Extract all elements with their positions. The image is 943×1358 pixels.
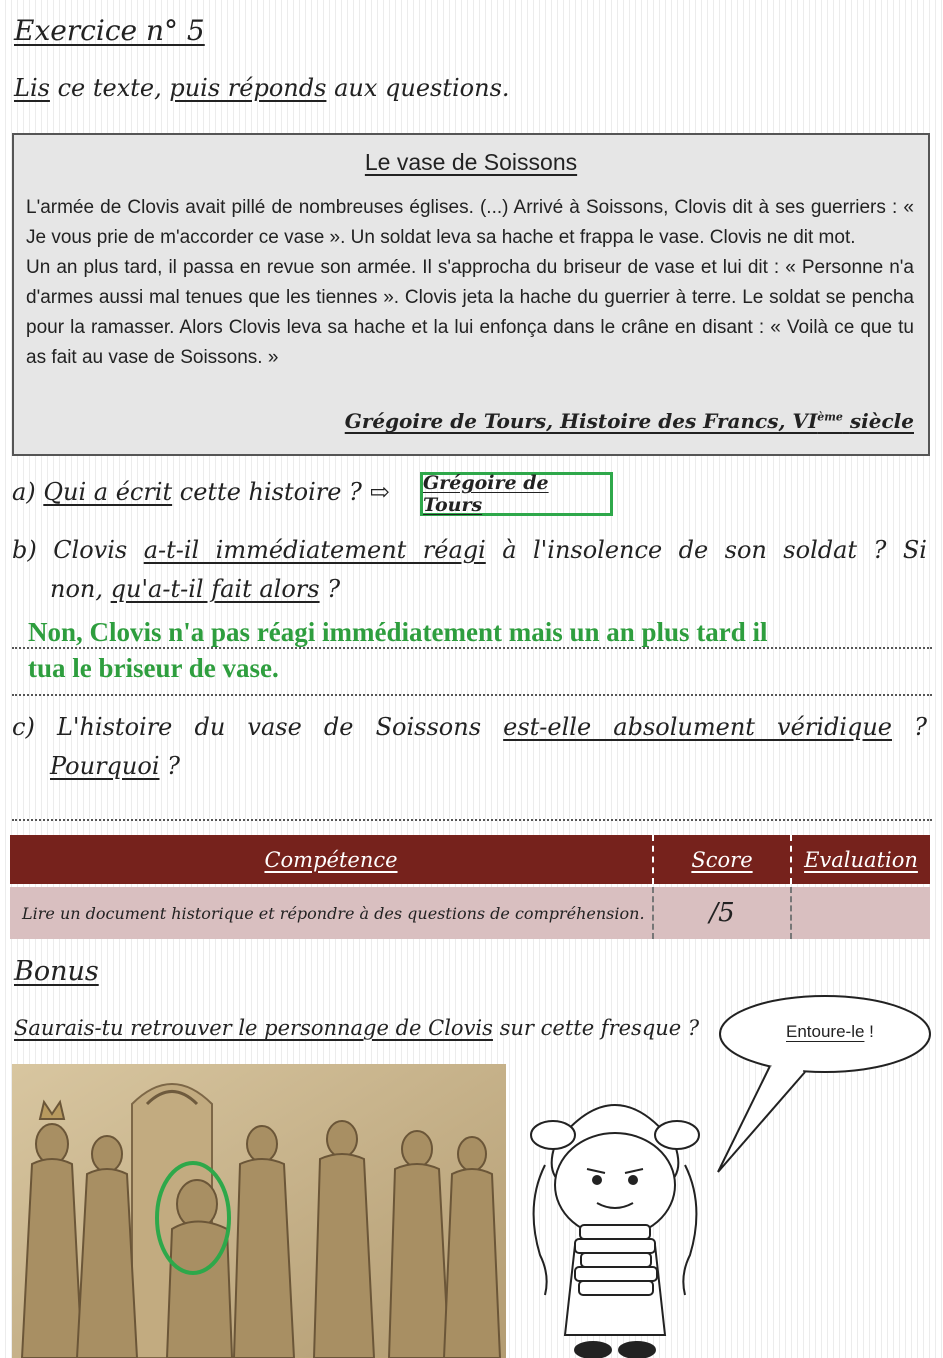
- header-separator-1: [652, 835, 654, 884]
- question-c-line2-underlined: Pourquoi: [50, 752, 160, 780]
- answer-line-3: [12, 819, 932, 821]
- fresco-image: [12, 1064, 506, 1358]
- source-main: Grégoire de Tours, Histoire des Francs, VI: [344, 409, 818, 433]
- competence-table: [10, 835, 930, 939]
- bonus-title-text: Bonus: [14, 956, 99, 987]
- table-header-row: [10, 835, 930, 884]
- bonus-question-end: sur cette fresque ?: [499, 1016, 700, 1040]
- question-c-end: ?: [914, 713, 928, 741]
- passage-title: Le vase de Soissons: [364, 149, 578, 175]
- speech-bubble-icon: [700, 992, 935, 1182]
- bonus-question-underlined: Saurais-tu retrouver le personnage de Clovis: [14, 1016, 493, 1040]
- exercise-title: [14, 14, 205, 47]
- table-row: [10, 887, 930, 939]
- bonus-title: [14, 956, 99, 987]
- girl-with-books-illustration: [515, 1075, 715, 1358]
- question-c-start: L'histoire du vase de Soissons: [56, 713, 482, 741]
- answer-b-line-2: tua le briseur de vase.: [28, 653, 279, 683]
- question-c-line2-end: ?: [167, 752, 181, 780]
- passage-source: [345, 409, 914, 433]
- passage-paragraph-2: Un an plus tard, il passa en revue son armée. Il s'approcha du briseur de vase et lui dit : « Personne n'a d'armes aussi mal tenues que les tiennes ». Clovis jeta la hache du guerrier à terre. Le soldat se pencha pour la ramasser. Alors Clovis leva sa hache et la lui enfonça dans le crâne en disant : « Voilà ce que tu as fait au vase de Soissons. »: [26, 257, 914, 368]
- question-b-line-1: [12, 536, 927, 564]
- question-c-line-1: [12, 713, 927, 741]
- header-score: Score: [691, 847, 753, 872]
- header-separator-2: [790, 835, 792, 884]
- passage-box: [12, 133, 930, 456]
- header-evaluation: Evaluation: [804, 847, 918, 872]
- fresco-drawing: [12, 1064, 506, 1358]
- question-b-prefix: b): [12, 536, 37, 564]
- question-c-line-2: [50, 752, 180, 780]
- answer-a-text: Grégoire de Tours: [423, 472, 549, 516]
- instruction-end: aux questions.: [334, 74, 510, 102]
- cell-competence: Lire un document historique et répondre à des questions de compréhension.: [22, 903, 645, 923]
- row-separator-2: [790, 887, 792, 939]
- question-b-line2-start: non,: [50, 575, 103, 603]
- header-competence: Compétence: [264, 847, 398, 872]
- question-b-line-2: [50, 575, 340, 603]
- bubble-text-end: !: [864, 1022, 874, 1041]
- exercise-title-text: Exercice n° 5: [14, 14, 205, 47]
- passage-body: [26, 193, 914, 373]
- question-b-line2-end: ?: [327, 575, 341, 603]
- question-b-line2-underlined: qu'a-t-il fait alors: [110, 575, 320, 603]
- bonus-question: [14, 1016, 699, 1040]
- question-c-prefix: c): [12, 713, 35, 741]
- answer-line-1: [12, 647, 932, 649]
- question-b-underlined: a-t-il immédiatement réagi: [143, 536, 486, 564]
- question-b-start: Clovis: [53, 536, 128, 564]
- row-separator-1: [652, 887, 654, 939]
- question-a: [12, 478, 390, 506]
- question-a-underlined: Qui a écrit: [43, 478, 173, 506]
- question-a-prefix: a): [12, 478, 36, 506]
- instruction-line: [14, 74, 510, 102]
- answer-a-box: [420, 472, 613, 516]
- arrow-right-icon: ⇨: [369, 478, 390, 506]
- bubble-text: [786, 1022, 874, 1042]
- question-b-rest: à l'insolence de son soldat ? Si: [502, 536, 927, 564]
- question-a-rest: cette histoire ?: [179, 478, 362, 506]
- instruction-puis: puis réponds: [169, 74, 327, 102]
- instruction-mid: ce texte,: [57, 74, 162, 102]
- source-end: siècle: [849, 409, 914, 433]
- passage-paragraph-1: L'armée de Clovis avait pillé de nombreuses églises. (...) Arrivé à Soissons, Clovis dit à ses guerriers : « Je vous prie de m'accorder ce vase ». Un soldat leva sa hache et frappa le vase. Clovis ne dit mot.: [26, 197, 914, 248]
- question-c-underlined: est-elle absolument véridique: [503, 713, 893, 741]
- source-sup: ème: [817, 410, 843, 424]
- instruction-lis: Lis: [14, 74, 50, 102]
- bubble-text-underlined: Entoure-le: [786, 1022, 865, 1041]
- answer-b-line-1: Non, Clovis n'a pas réagi immédiatement mais un an plus tard il: [28, 617, 768, 647]
- cell-evaluation[interactable]: [792, 887, 930, 939]
- answer-line-2: [12, 694, 932, 696]
- cell-score: /5: [709, 898, 735, 928]
